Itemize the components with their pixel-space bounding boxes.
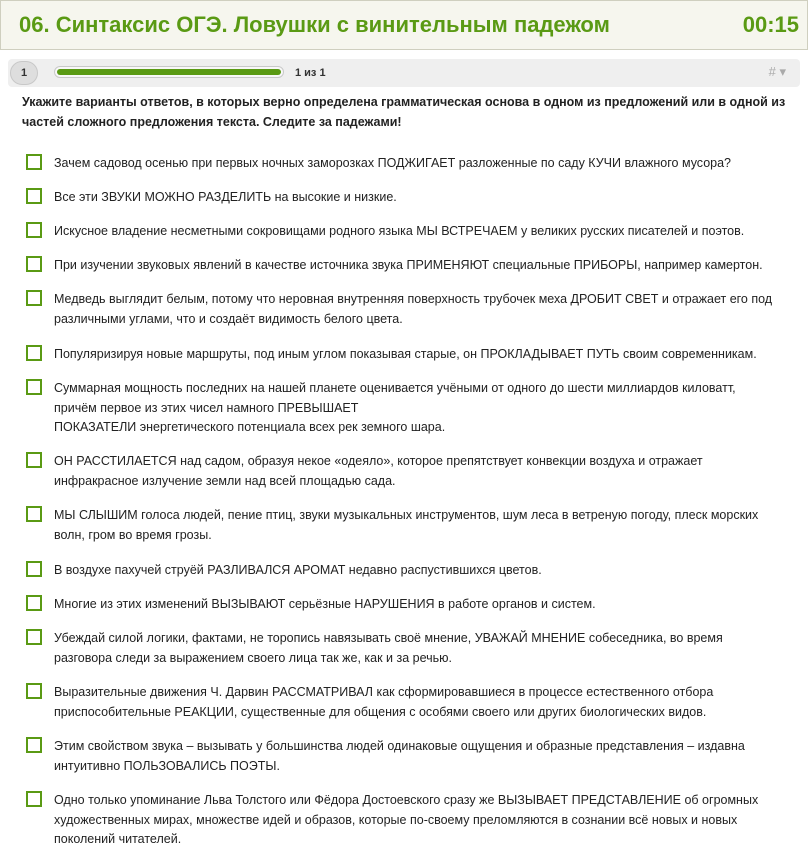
option-text-line: ПОКАЗАТЕЛИ энергетического потенциала всех рек земного шара. bbox=[54, 420, 446, 434]
timer: 00:15 bbox=[742, 12, 799, 37]
option-text: Этим свойством звука – вызывать у большинства людей одинаковые ощущения и образные представления – издавна интуитивно ПОЛЬЗОВАЛИСЬ ПОЭТЫ. bbox=[54, 739, 745, 773]
checkbox[interactable] bbox=[26, 561, 42, 577]
header bbox=[0, 0, 808, 50]
checkbox[interactable] bbox=[26, 506, 42, 522]
option-text: Зачем садовод осенью при первых ночных заморозках ПОДЖИГАЕТ разложенные по саду КУЧИ влажного мусора? bbox=[54, 156, 732, 170]
option-text: Выразительные движения Ч. Дарвин РАССМАТРИВАЛ как сформировавшиеся в процессе естественного отбора приспособительные РЕАКЦИИ, существенные для общения с особями своего или других биологических видов. bbox=[54, 685, 714, 719]
option-text bbox=[54, 379, 784, 438]
checkbox[interactable] bbox=[26, 345, 42, 361]
checkbox[interactable] bbox=[26, 683, 42, 699]
option-text: При изучении звуковых явлений в качестве источника звука ПРИМЕНЯЮТ специальные ПРИБОРЫ, например камертон. bbox=[54, 258, 763, 272]
progress-bar bbox=[54, 66, 284, 78]
option-text: Одно только упоминание Льва Толстого или Фёдора Достоевского сразу же ВЫЗЫВАЕТ ПРЕДСТАВЛЕНИЕ об огромных художественных мирах, множестве идей и образов, которые по-своему преломляются в сознании всё новых и новых поколений читателей. bbox=[54, 793, 759, 846]
checkbox[interactable] bbox=[26, 290, 42, 306]
option-text: Все эти ЗВУКИ МОЖНО РАЗДЕЛИТЬ на высокие и низкие. bbox=[54, 190, 397, 204]
progress-fill bbox=[57, 69, 281, 75]
checkbox[interactable] bbox=[26, 737, 42, 753]
option-text-line: причём первое из этих чисел намного ПРЕВЫШАЕТ bbox=[54, 400, 359, 415]
option-text: МЫ СЛЫШИМ голоса людей, пение птиц, звуки музыкальных инструментов, шум леса в ветреную погоду, плеск морских волн, гром во время грозы. bbox=[54, 508, 759, 542]
option-text: В воздухе пахучей струёй РАЗЛИВАЛСЯ АРОМАТ недавно распустившихся цветов. bbox=[54, 563, 542, 577]
checkbox[interactable] bbox=[26, 379, 42, 395]
question-counter: 1 из 1 bbox=[295, 67, 326, 79]
checkbox[interactable] bbox=[26, 256, 42, 272]
question-instruction: Укажите варианты ответов, в которых верно определена грамматическая основа в одном из предложений или в одной из частей сложного предложения текста. Следите за падежами! bbox=[22, 95, 786, 129]
page-title: 06. Синтаксис ОГЭ. Ловушки с винительным падежом bbox=[19, 12, 610, 37]
question-number-button[interactable]: 1 bbox=[10, 61, 38, 85]
checkbox[interactable] bbox=[26, 452, 42, 468]
option-text-line: Суммарная мощность последних на нашей планете оценивается учёными от одного до шести миллиардов киловатт, bbox=[54, 381, 736, 395]
option-text: Убеждай силой логики, фактами, не торопись навязывать своё мнение, УВАЖАЙ МНЕНИЕ собеседника, во время разговора следи за выражением своего лица так же, как и за речью. bbox=[54, 631, 723, 665]
option-text: Искусное владение несметными сокровищами родного языка МЫ ВСТРЕЧАЕМ у великих русских писателей и поэтов. bbox=[54, 224, 745, 238]
question-navigation bbox=[8, 59, 800, 87]
option-text: ОН РАССТИЛАЕТСЯ над садом, образуя некое «одеяло», которое препятствует конвекции воздуха и отражает инфракрасное излучение земли над всей площадью сада. bbox=[54, 454, 703, 488]
checkbox[interactable] bbox=[26, 629, 42, 645]
checkbox[interactable] bbox=[26, 188, 42, 204]
checkbox[interactable] bbox=[26, 222, 42, 238]
checkbox[interactable] bbox=[26, 154, 42, 170]
option-text: Многие из этих изменений ВЫЗЫВАЮТ серьёзные НАРУШЕНИЯ в работе органов и систем. bbox=[54, 597, 596, 611]
option-text: Популяризируя новые маршруты, под иным углом показывая старые, он ПРОКЛАДЫВАЕТ ПУТЬ своим современникам. bbox=[54, 347, 757, 361]
checkbox[interactable] bbox=[26, 595, 42, 611]
checkbox[interactable] bbox=[26, 791, 42, 807]
option-text: Медведь выглядит белым, потому что неровная внутренняя поверхность трубочек меха ДРОБИТ СВЕТ и отражает его под различными углами, что и создаёт видимость белого цвета. bbox=[54, 292, 773, 326]
hash-menu-icon[interactable]: # ▾ bbox=[768, 64, 786, 79]
